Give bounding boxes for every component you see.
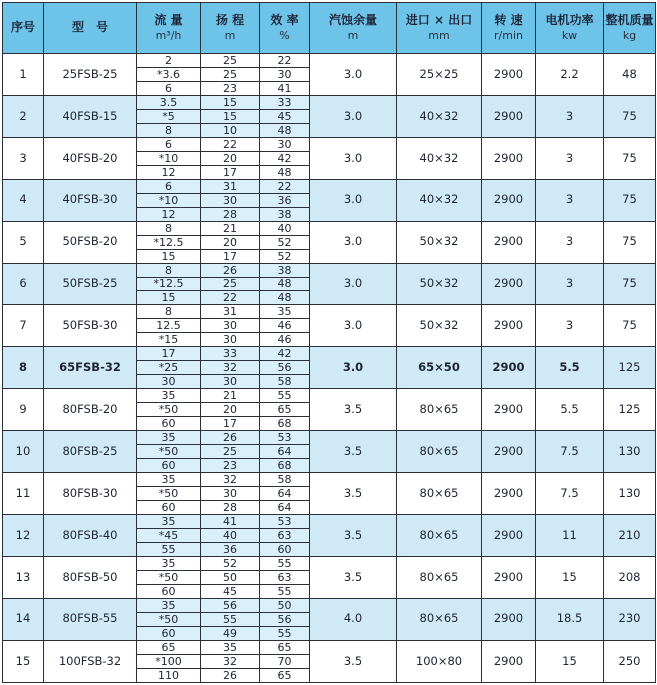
point-head: 26 [201, 431, 260, 445]
row-speed: 2900 [482, 431, 536, 473]
point-head: 30 [201, 333, 260, 347]
row-npsh: 3.0 [310, 137, 397, 179]
row-number: 9 [3, 389, 44, 431]
table-row [3, 514, 656, 528]
table-row [3, 179, 656, 193]
point-eff: 55 [260, 626, 310, 640]
point-flow: 60 [137, 501, 201, 515]
point-flow: 65 [137, 640, 201, 654]
row-port: 40×32 [397, 95, 482, 137]
row-port: 25×25 [397, 54, 482, 96]
row-speed: 2900 [482, 305, 536, 347]
point-flow: *50 [137, 612, 201, 626]
point-head: 56 [201, 598, 260, 612]
point-eff: 70 [260, 654, 310, 668]
point-head: 28 [201, 207, 260, 221]
row-model: 100FSB-32 [44, 640, 137, 682]
row-number: 5 [3, 221, 44, 263]
row-npsh: 3.5 [310, 431, 397, 473]
point-flow: 60 [137, 459, 201, 473]
point-eff: 56 [260, 612, 310, 626]
point-eff: 52 [260, 249, 310, 263]
header-power: 电机功率 kw [536, 3, 604, 54]
point-eff: 63 [260, 528, 310, 542]
row-number: 7 [3, 305, 44, 347]
row-speed: 2900 [482, 389, 536, 431]
point-eff: 68 [260, 459, 310, 473]
row-model: 80FSB-55 [44, 598, 137, 640]
header-no: 序号 [3, 3, 44, 54]
row-number: 12 [3, 514, 44, 556]
row-npsh: 3.5 [310, 556, 397, 598]
point-head: 50 [201, 570, 260, 584]
point-head: 26 [201, 263, 260, 277]
row-speed: 2900 [482, 473, 536, 515]
table-row [3, 598, 656, 612]
row-speed: 2900 [482, 347, 536, 389]
row-power: 15 [536, 556, 604, 598]
point-flow: 55 [137, 542, 201, 556]
row-npsh: 3.0 [310, 263, 397, 305]
point-head: 30 [201, 375, 260, 389]
row-port: 80×65 [397, 598, 482, 640]
point-eff: 46 [260, 333, 310, 347]
row-weight: 75 [604, 263, 656, 305]
point-eff: 36 [260, 193, 310, 207]
point-eff: 64 [260, 445, 310, 459]
header-row [3, 3, 656, 54]
row-speed: 2900 [482, 640, 536, 682]
point-eff: 22 [260, 179, 310, 193]
point-eff: 22 [260, 54, 310, 68]
row-power: 3 [536, 263, 604, 305]
row-speed: 2900 [482, 179, 536, 221]
point-flow: 6 [137, 81, 201, 95]
row-port: 80×65 [397, 473, 482, 515]
point-eff: 38 [260, 207, 310, 221]
table-row [3, 640, 656, 654]
row-speed: 2900 [482, 263, 536, 305]
point-flow: 35 [137, 431, 201, 445]
row-model: 65FSB-32 [44, 347, 137, 389]
row-power: 5.5 [536, 389, 604, 431]
point-flow: 12.5 [137, 319, 201, 333]
point-flow: 12 [137, 207, 201, 221]
row-weight: 75 [604, 305, 656, 347]
point-eff: 42 [260, 347, 310, 361]
point-head: 25 [201, 445, 260, 459]
point-head: 26 [201, 668, 260, 682]
point-head: 23 [201, 459, 260, 473]
point-head: 30 [201, 319, 260, 333]
row-npsh: 3.0 [310, 347, 397, 389]
point-head: 31 [201, 305, 260, 319]
point-flow: 6 [137, 179, 201, 193]
row-power: 3 [536, 137, 604, 179]
row-number: 15 [3, 640, 44, 682]
point-flow: 35 [137, 473, 201, 487]
row-number: 14 [3, 598, 44, 640]
row-speed: 2900 [482, 95, 536, 137]
table-row [3, 95, 656, 109]
point-eff: 65 [260, 403, 310, 417]
header-port: 进口 × 出口 mm [397, 3, 482, 54]
point-eff: 55 [260, 584, 310, 598]
point-flow: *12.5 [137, 235, 201, 249]
point-flow: *50 [137, 445, 201, 459]
point-flow: *50 [137, 403, 201, 417]
point-flow: 3.5 [137, 95, 201, 109]
header-npsh: 汽蚀余量 m [310, 3, 397, 54]
point-head: 17 [201, 249, 260, 263]
point-eff: 48 [260, 291, 310, 305]
point-eff: 55 [260, 556, 310, 570]
point-flow: 6 [137, 137, 201, 151]
table-row [3, 221, 656, 235]
header-model: 型 号 [44, 3, 137, 54]
point-eff: 64 [260, 501, 310, 515]
row-number: 10 [3, 431, 44, 473]
row-port: 50×32 [397, 221, 482, 263]
point-head: 31 [201, 179, 260, 193]
row-port: 40×32 [397, 137, 482, 179]
row-npsh: 3.5 [310, 473, 397, 515]
row-power: 5.5 [536, 347, 604, 389]
point-eff: 48 [260, 165, 310, 179]
point-head: 36 [201, 542, 260, 556]
point-eff: 46 [260, 319, 310, 333]
point-head: 20 [201, 151, 260, 165]
row-npsh: 4.0 [310, 598, 397, 640]
point-head: 40 [201, 528, 260, 542]
table-row [3, 556, 656, 570]
row-model: 50FSB-20 [44, 221, 137, 263]
table-row [3, 389, 656, 403]
point-flow: 2 [137, 54, 201, 68]
point-flow: 8 [137, 221, 201, 235]
point-flow: *100 [137, 654, 201, 668]
point-head: 32 [201, 473, 260, 487]
point-eff: 65 [260, 640, 310, 654]
header-speed: 转 速 r/min [482, 3, 536, 54]
row-speed: 2900 [482, 54, 536, 96]
row-npsh: 3.5 [310, 640, 397, 682]
row-weight: 130 [604, 473, 656, 515]
header-flow: 流 量 m³/h [137, 3, 201, 54]
table-row [3, 54, 656, 68]
row-power: 3 [536, 95, 604, 137]
row-number: 3 [3, 137, 44, 179]
point-flow: 8 [137, 305, 201, 319]
point-head: 33 [201, 347, 260, 361]
point-head: 45 [201, 584, 260, 598]
point-head: 20 [201, 403, 260, 417]
row-power: 3 [536, 221, 604, 263]
row-weight: 230 [604, 598, 656, 640]
table-row [3, 305, 656, 319]
point-flow: 35 [137, 389, 201, 403]
row-npsh: 3.0 [310, 179, 397, 221]
point-head: 22 [201, 137, 260, 151]
point-flow: 35 [137, 514, 201, 528]
point-head: 25 [201, 54, 260, 68]
point-flow: *15 [137, 333, 201, 347]
point-head: 17 [201, 417, 260, 431]
point-flow: *10 [137, 193, 201, 207]
row-speed: 2900 [482, 556, 536, 598]
row-speed: 2900 [482, 514, 536, 556]
row-model: 80FSB-25 [44, 431, 137, 473]
row-model: 40FSB-20 [44, 137, 137, 179]
row-power: 15 [536, 640, 604, 682]
point-head: 55 [201, 612, 260, 626]
row-weight: 125 [604, 389, 656, 431]
row-port: 40×32 [397, 179, 482, 221]
point-head: 30 [201, 193, 260, 207]
row-model: 25FSB-25 [44, 54, 137, 96]
point-eff: 60 [260, 542, 310, 556]
point-flow: 35 [137, 556, 201, 570]
point-eff: 50 [260, 598, 310, 612]
point-eff: 56 [260, 361, 310, 375]
table-row [3, 473, 656, 487]
row-model: 80FSB-30 [44, 473, 137, 515]
point-head: 21 [201, 389, 260, 403]
header-head: 扬 程 m [201, 3, 260, 54]
table-body [3, 54, 656, 683]
point-head: 15 [201, 95, 260, 109]
point-head: 28 [201, 501, 260, 515]
row-npsh: 3.5 [310, 389, 397, 431]
header-weight: 整机质量 kg [604, 3, 656, 54]
point-head: 22 [201, 291, 260, 305]
row-number: 13 [3, 556, 44, 598]
point-head: 35 [201, 640, 260, 654]
row-number: 1 [3, 54, 44, 96]
row-number: 2 [3, 95, 44, 137]
row-power: 7.5 [536, 473, 604, 515]
row-npsh: 3.0 [310, 54, 397, 96]
row-weight: 75 [604, 179, 656, 221]
row-model: 50FSB-30 [44, 305, 137, 347]
point-eff: 64 [260, 487, 310, 501]
pump-spec-table [2, 2, 656, 683]
point-eff: 41 [260, 81, 310, 95]
point-eff: 48 [260, 277, 310, 291]
point-head: 23 [201, 81, 260, 95]
header-efficiency: 效 率 % [260, 3, 310, 54]
point-flow: 60 [137, 626, 201, 640]
row-model: 80FSB-20 [44, 389, 137, 431]
table-row [3, 347, 656, 361]
point-flow: 35 [137, 598, 201, 612]
point-flow: 8 [137, 263, 201, 277]
row-power: 3 [536, 305, 604, 347]
row-npsh: 3.0 [310, 305, 397, 347]
row-power: 11 [536, 514, 604, 556]
point-flow: *45 [137, 528, 201, 542]
point-eff: 53 [260, 431, 310, 445]
point-head: 21 [201, 221, 260, 235]
row-speed: 2900 [482, 221, 536, 263]
row-weight: 75 [604, 137, 656, 179]
row-npsh: 3.0 [310, 221, 397, 263]
row-model: 80FSB-40 [44, 514, 137, 556]
point-head: 25 [201, 67, 260, 81]
row-power: 18.5 [536, 598, 604, 640]
row-model: 40FSB-30 [44, 179, 137, 221]
point-head: 32 [201, 361, 260, 375]
point-eff: 52 [260, 235, 310, 249]
row-weight: 75 [604, 221, 656, 263]
row-port: 80×65 [397, 556, 482, 598]
row-port: 80×65 [397, 514, 482, 556]
point-head: 15 [201, 109, 260, 123]
point-eff: 38 [260, 263, 310, 277]
point-eff: 42 [260, 151, 310, 165]
point-flow: 12 [137, 165, 201, 179]
row-weight: 48 [604, 54, 656, 96]
row-weight: 130 [604, 431, 656, 473]
row-model: 50FSB-25 [44, 263, 137, 305]
point-eff: 65 [260, 668, 310, 682]
point-eff: 55 [260, 389, 310, 403]
row-port: 50×32 [397, 305, 482, 347]
point-eff: 53 [260, 514, 310, 528]
row-power: 2.2 [536, 54, 604, 96]
row-speed: 2900 [482, 137, 536, 179]
row-npsh: 3.5 [310, 514, 397, 556]
row-weight: 125 [604, 347, 656, 389]
point-flow: 60 [137, 417, 201, 431]
point-head: 49 [201, 626, 260, 640]
row-number: 4 [3, 179, 44, 221]
row-port: 50×32 [397, 263, 482, 305]
row-port: 65×50 [397, 347, 482, 389]
table-row [3, 263, 656, 277]
row-model: 80FSB-50 [44, 556, 137, 598]
point-eff: 63 [260, 570, 310, 584]
row-number: 8 [3, 347, 44, 389]
point-flow: *12.5 [137, 277, 201, 291]
point-head: 30 [201, 487, 260, 501]
row-number: 6 [3, 263, 44, 305]
row-weight: 250 [604, 640, 656, 682]
row-weight: 208 [604, 556, 656, 598]
point-flow: 8 [137, 123, 201, 137]
point-flow: *10 [137, 151, 201, 165]
point-flow: *3.6 [137, 67, 201, 81]
row-npsh: 3.0 [310, 95, 397, 137]
point-head: 41 [201, 514, 260, 528]
point-flow: *5 [137, 109, 201, 123]
table-row [3, 137, 656, 151]
point-flow: *50 [137, 570, 201, 584]
point-eff: 68 [260, 417, 310, 431]
point-eff: 30 [260, 67, 310, 81]
point-flow: 15 [137, 249, 201, 263]
point-flow: *50 [137, 487, 201, 501]
point-eff: 30 [260, 137, 310, 151]
row-power: 3 [536, 179, 604, 221]
point-eff: 40 [260, 221, 310, 235]
row-speed: 2900 [482, 598, 536, 640]
point-eff: 48 [260, 123, 310, 137]
point-eff: 33 [260, 95, 310, 109]
point-flow: *25 [137, 361, 201, 375]
row-number: 11 [3, 473, 44, 515]
point-flow: 15 [137, 291, 201, 305]
point-head: 17 [201, 165, 260, 179]
point-eff: 58 [260, 375, 310, 389]
table-row [3, 431, 656, 445]
point-flow: 30 [137, 375, 201, 389]
row-power: 7.5 [536, 431, 604, 473]
point-flow: 17 [137, 347, 201, 361]
point-eff: 45 [260, 109, 310, 123]
point-flow: 60 [137, 584, 201, 598]
point-head: 20 [201, 235, 260, 249]
point-head: 25 [201, 277, 260, 291]
point-eff: 58 [260, 473, 310, 487]
point-eff: 35 [260, 305, 310, 319]
row-port: 80×65 [397, 431, 482, 473]
row-weight: 210 [604, 514, 656, 556]
point-flow: 110 [137, 668, 201, 682]
point-head: 52 [201, 556, 260, 570]
point-head: 10 [201, 123, 260, 137]
point-head: 32 [201, 654, 260, 668]
row-port: 80×65 [397, 389, 482, 431]
row-model: 40FSB-15 [44, 95, 137, 137]
row-weight: 75 [604, 95, 656, 137]
row-port: 100×80 [397, 640, 482, 682]
